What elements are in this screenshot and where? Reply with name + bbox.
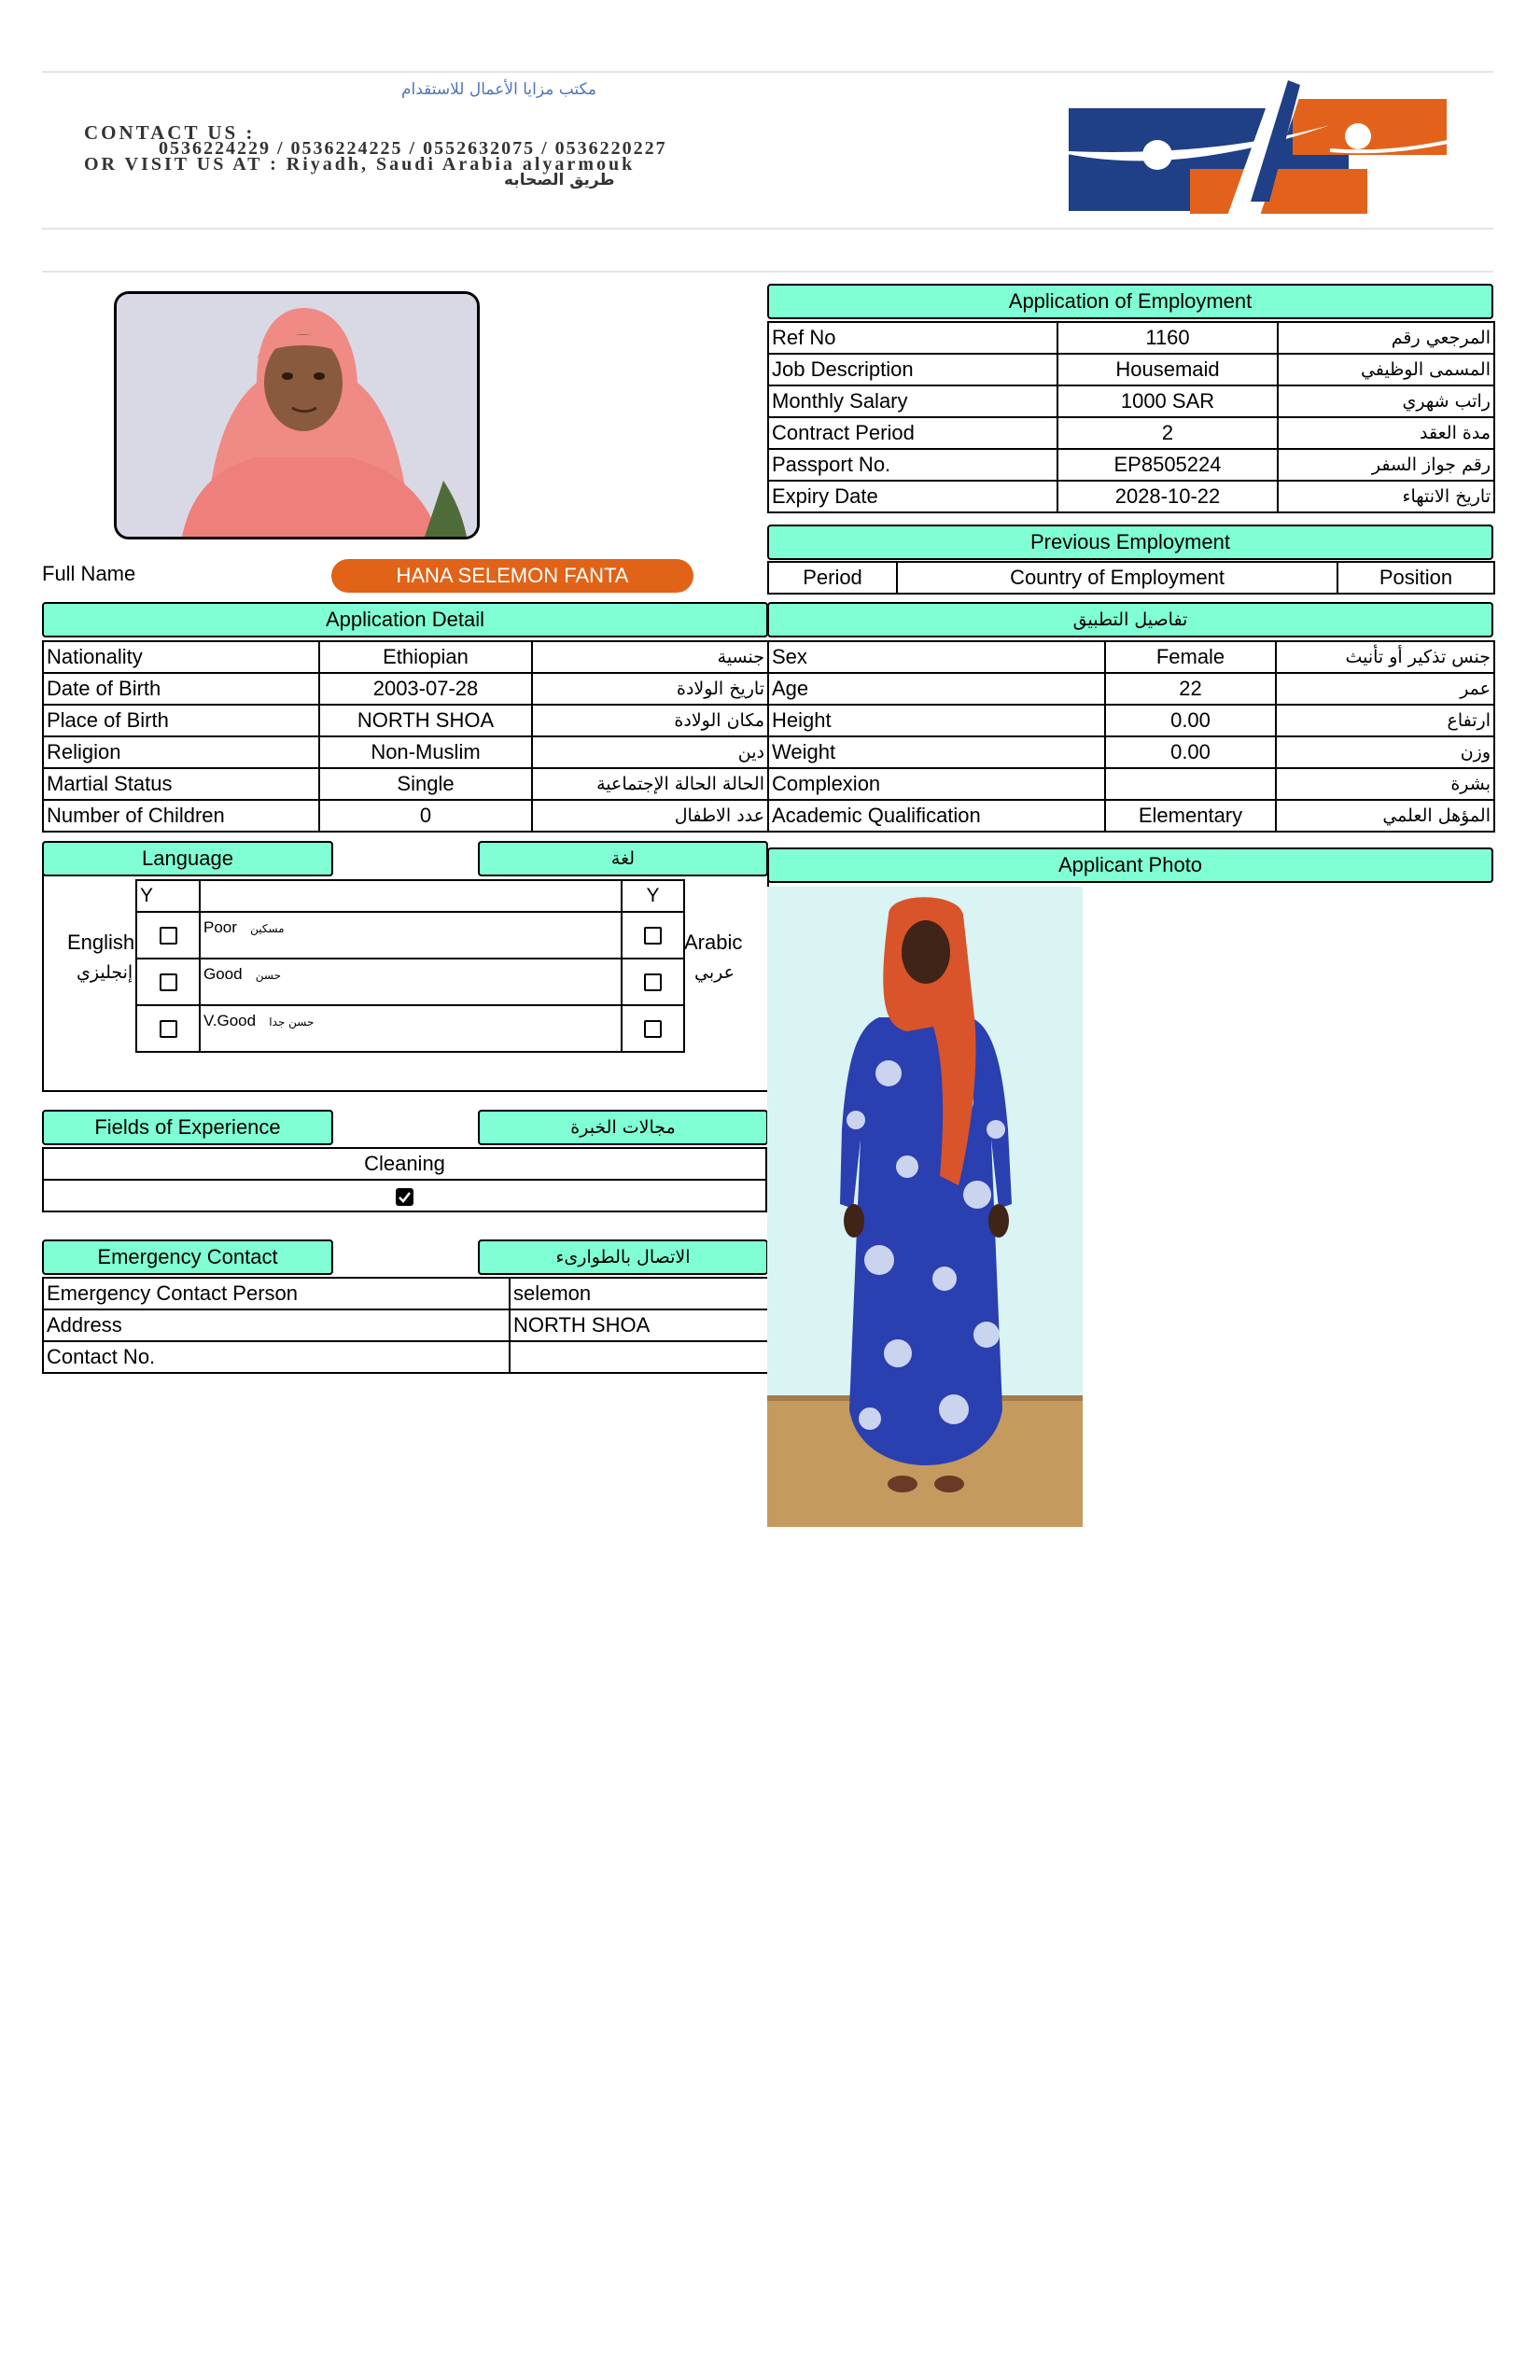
table-row (136, 880, 684, 912)
detail-label-ar: بشرة (1276, 768, 1494, 800)
level-label-ar: حسن جدا (269, 1015, 315, 1029)
previous-employment-table (767, 561, 1495, 595)
table-row (768, 322, 1494, 354)
employment-label-ar: راتب شهري (1278, 385, 1494, 417)
detail-label-ar: مكان الولادة (532, 705, 768, 736)
language-english: English (67, 931, 135, 954)
experience-title-ar: مجالات الخبرة (478, 1110, 768, 1145)
application-detail-left-table (42, 640, 769, 833)
table-row (768, 562, 1494, 594)
table-row (768, 641, 1494, 673)
emergency-title-ar: الاتصال بالطوارىء (478, 1239, 768, 1275)
detail-label-ar: جنس تذكير أو تأنيث (1276, 641, 1494, 673)
language-title: Language (42, 841, 333, 876)
detail-label-ar: وزن (1276, 736, 1494, 768)
applicant-photo-title: Applicant Photo (767, 847, 1493, 883)
employment-value: 2028-10-22 (1057, 481, 1278, 512)
detail-value: Non-Muslim (319, 736, 532, 768)
arabic-poor-checkbox[interactable] (644, 927, 662, 945)
header-position: Position (1337, 562, 1494, 594)
agency-arabic-name: مكتب مزايا الأعمال للاستقدام (401, 80, 597, 99)
checkbox-checked-icon[interactable] (396, 1188, 413, 1206)
table-row (768, 705, 1494, 736)
applicant-photo (767, 887, 1083, 1527)
table-row (768, 481, 1494, 512)
employment-label: Expiry Date (768, 481, 1057, 512)
employment-value: 2 (1057, 417, 1278, 449)
header-top-rule (42, 71, 1493, 73)
detail-label-ar: عدد الاطفال (532, 800, 768, 832)
detail-label: Place of Birth (43, 705, 319, 736)
employment-value: Housemaid (1057, 354, 1278, 385)
arabic-good-cell (622, 959, 684, 1005)
level-header-blank (200, 880, 622, 912)
level-label-ar: مسكين (250, 922, 285, 935)
application-detail-right-table (767, 640, 1495, 833)
detail-value: Single (319, 768, 532, 800)
table-row (43, 1278, 768, 1309)
table-row (768, 673, 1494, 705)
y-header-arabic: Y (622, 880, 684, 912)
table-row (768, 449, 1494, 481)
application-detail-title: Application Detail (42, 602, 768, 637)
level-label: Good (203, 965, 243, 983)
contact-block (84, 121, 667, 189)
full-name-value: HANA SELEMON FANTA (331, 559, 693, 593)
emergency-label: Address (43, 1309, 510, 1341)
detail-label: Martial Status (43, 768, 319, 800)
level-good (200, 959, 622, 1005)
table-row (43, 1180, 766, 1211)
experience-title: Fields of Experience (42, 1110, 333, 1145)
english-poor-cell (136, 912, 200, 959)
arabic-poor-cell (622, 912, 684, 959)
employment-title: Application of Employment (767, 284, 1493, 319)
detail-label: Height (768, 705, 1105, 736)
detail-label-ar: الحالة الحالة الإجتماعية (532, 768, 768, 800)
detail-label: Number of Children (43, 800, 319, 832)
table-row (136, 912, 684, 959)
detail-value: Ethiopian (319, 641, 532, 673)
emergency-label: Emergency Contact Person (43, 1278, 510, 1309)
table-row (768, 354, 1494, 385)
application-detail-title-ar: تفاصيل التطبيق (767, 602, 1493, 637)
table-row (43, 1341, 768, 1373)
english-vgood-checkbox[interactable] (160, 1020, 177, 1038)
detail-label-ar: المؤهل العلمي (1276, 800, 1494, 832)
table-row (43, 1309, 768, 1341)
employment-table (767, 321, 1495, 513)
detail-label: Weight (768, 736, 1105, 768)
detail-label: Religion (43, 736, 319, 768)
table-row (136, 959, 684, 1005)
employment-label-ar: تاريخ الانتهاء (1278, 481, 1494, 512)
profile-photo-image-icon (117, 294, 477, 537)
employment-label-ar: المرجعي رقم (1278, 322, 1494, 354)
language-arabic-ar: عربي (694, 962, 735, 983)
level-label-ar: حسن (255, 969, 282, 982)
header-period: Period (768, 562, 897, 594)
table-row (43, 705, 768, 736)
employment-label-ar: رقم جواز السفر (1278, 449, 1494, 481)
table-row (43, 736, 768, 768)
detail-label: Age (768, 673, 1105, 705)
contact-street-ar: طريق الصحابه (504, 171, 615, 189)
detail-label-ar: ارتفاع (1276, 705, 1494, 736)
detail-label-ar: تاريخ الولادة (532, 673, 768, 705)
table-row (43, 641, 768, 673)
experience-table (42, 1147, 767, 1212)
table-row (43, 1148, 766, 1180)
detail-label: Nationality (43, 641, 319, 673)
applicant-photo-image-icon (767, 887, 1083, 1527)
level-label: Poor (203, 918, 237, 936)
detail-value (1105, 768, 1276, 800)
employment-label-ar: المسمى الوظيفي (1278, 354, 1494, 385)
employment-label: Passport No. (768, 449, 1057, 481)
header-bottom-rule (42, 228, 1493, 230)
detail-label-ar: عمر (1276, 673, 1494, 705)
employment-label: Ref No (768, 322, 1057, 354)
detail-label: Complexion (768, 768, 1105, 800)
language-title-ar: لغة (478, 841, 768, 876)
table-row (768, 800, 1494, 832)
table-row (43, 800, 768, 832)
emergency-title: Emergency Contact (42, 1239, 333, 1275)
language-table (135, 879, 685, 1053)
detail-value: NORTH SHOA (319, 705, 532, 736)
agency-logo-icon (1050, 80, 1475, 226)
employment-value: 1000 SAR (1057, 385, 1278, 417)
emergency-value (510, 1341, 768, 1373)
employment-value: EP8505224 (1057, 449, 1278, 481)
detail-label-ar: جنسية (532, 641, 768, 673)
header-country: Country of Employment (897, 562, 1337, 594)
table-row (43, 768, 768, 800)
table-row (768, 768, 1494, 800)
table-row (136, 1005, 684, 1052)
language-arabic: Arabic (684, 931, 743, 954)
table-row (768, 736, 1494, 768)
full-name-label: Full Name (42, 562, 136, 585)
detail-value: 0.00 (1105, 736, 1276, 768)
english-good-cell (136, 959, 200, 1005)
profile-photo (114, 291, 480, 539)
detail-value: 0 (319, 800, 532, 832)
table-row (768, 417, 1494, 449)
level-label: V.Good (203, 1012, 257, 1029)
employment-label-ar: مدة العقد (1278, 417, 1494, 449)
table-row (768, 385, 1494, 417)
contact-phones: 0536224229 / 0536224225 / 0552632075 / 0536220227 (159, 138, 667, 159)
detail-value: 22 (1105, 673, 1276, 705)
emergency-table (42, 1277, 769, 1374)
emergency-value: selemon (510, 1278, 768, 1309)
detail-label: Academic Qualification (768, 800, 1105, 832)
english-vgood-cell (136, 1005, 200, 1052)
detail-value: 2003-07-28 (319, 673, 532, 705)
emergency-value: NORTH SHOA (510, 1309, 768, 1341)
experience-check-cell (43, 1180, 766, 1211)
employment-label: Job Description (768, 354, 1057, 385)
contact-label: CONTACT US : (84, 121, 256, 144)
contact-visit: OR VISIT US AT : Riyadh, Saudi Arabia alyarmouk (84, 154, 636, 175)
employment-label: Monthly Salary (768, 385, 1057, 417)
emergency-label: Contact No. (43, 1341, 510, 1373)
previous-employment-title: Previous Employment (767, 525, 1493, 560)
arabic-vgood-cell (622, 1005, 684, 1052)
detail-label: Sex (768, 641, 1105, 673)
english-good-checkbox[interactable] (160, 973, 177, 991)
arabic-vgood-checkbox[interactable] (644, 1020, 662, 1038)
employment-label: Contract Period (768, 417, 1057, 449)
level-vgood (200, 1005, 622, 1052)
y-header-english: Y (136, 880, 200, 912)
language-english-ar: إنجليزي (77, 962, 133, 983)
detail-value: 0.00 (1105, 705, 1276, 736)
detail-label-ar: دين (532, 736, 768, 768)
employment-value: 1160 (1057, 322, 1278, 354)
detail-label: Date of Birth (43, 673, 319, 705)
detail-value: Female (1105, 641, 1276, 673)
experience-field: Cleaning (43, 1148, 766, 1180)
table-row (43, 673, 768, 705)
english-poor-checkbox[interactable] (160, 927, 177, 945)
level-poor (200, 912, 622, 959)
detail-value: Elementary (1105, 800, 1276, 832)
arabic-good-checkbox[interactable] (644, 973, 662, 991)
section-rule (42, 271, 1493, 273)
